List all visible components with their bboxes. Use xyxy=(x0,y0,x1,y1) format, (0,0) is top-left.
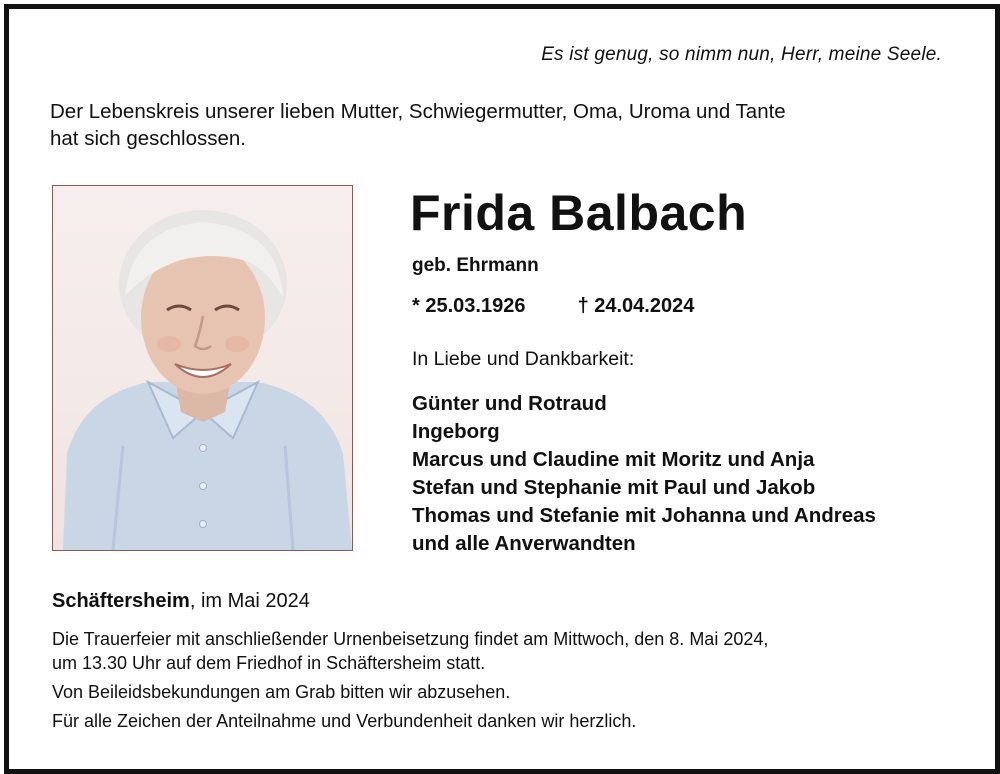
portrait-illustration xyxy=(53,186,352,550)
death-date: † 24.04.2024 xyxy=(577,295,695,317)
ceremony-line: um 13.30 Uhr auf dem Friedhof in Schäftersheim statt. xyxy=(52,653,486,673)
intro-text xyxy=(50,98,950,152)
motto-verse: Es ist genug, so nimm nun, Herr, meine Seele. xyxy=(541,44,942,65)
list-item: Ingeborg xyxy=(412,420,500,443)
deceased-name: Frida Balbach xyxy=(410,185,748,241)
list-item: Thomas und Stefanie mit Johanna und Andreas xyxy=(412,504,876,527)
ceremony-line: Die Trauerfeier mit anschließender Urnenbeisetzung findet am Mittwoch, den 8. Mai 2024, xyxy=(52,629,769,649)
ceremony-info xyxy=(52,627,768,733)
thanks-note: Für alle Zeichen der Anteilnahme und Verbundenheit danken wir herzlich. xyxy=(52,711,637,731)
list-item: Günter und Rotraud xyxy=(412,392,607,415)
portrait-photo xyxy=(52,185,353,551)
ceremony-text xyxy=(52,627,768,675)
list-item: Stefan und Stephanie mit Paul und Jakob xyxy=(412,476,816,499)
maiden-name: geb. Ehrmann xyxy=(412,255,539,276)
mourners-list xyxy=(412,390,876,558)
notice-date: , im Mai 2024 xyxy=(189,590,310,612)
list-item: und alle Anverwandten xyxy=(412,532,636,555)
place-name: Schäftersheim xyxy=(52,590,190,612)
life-dates xyxy=(412,295,694,318)
list-item: Marcus und Claudine mit Moritz und Anja xyxy=(412,448,815,471)
birth-date: * 25.03.1926 xyxy=(412,295,526,317)
mourners-heading: In Liebe und Dankbarkeit: xyxy=(412,348,635,370)
intro-line: Der Lebenskreis unserer lieben Mutter, Schwiegermutter, Oma, Uroma und Tante xyxy=(50,100,786,123)
condolence-note: Von Beileidsbekundungen am Grab bitten wir abzusehen. xyxy=(52,682,511,702)
intro-line: hat sich geschlossen. xyxy=(50,127,247,150)
place-and-date xyxy=(52,590,310,613)
